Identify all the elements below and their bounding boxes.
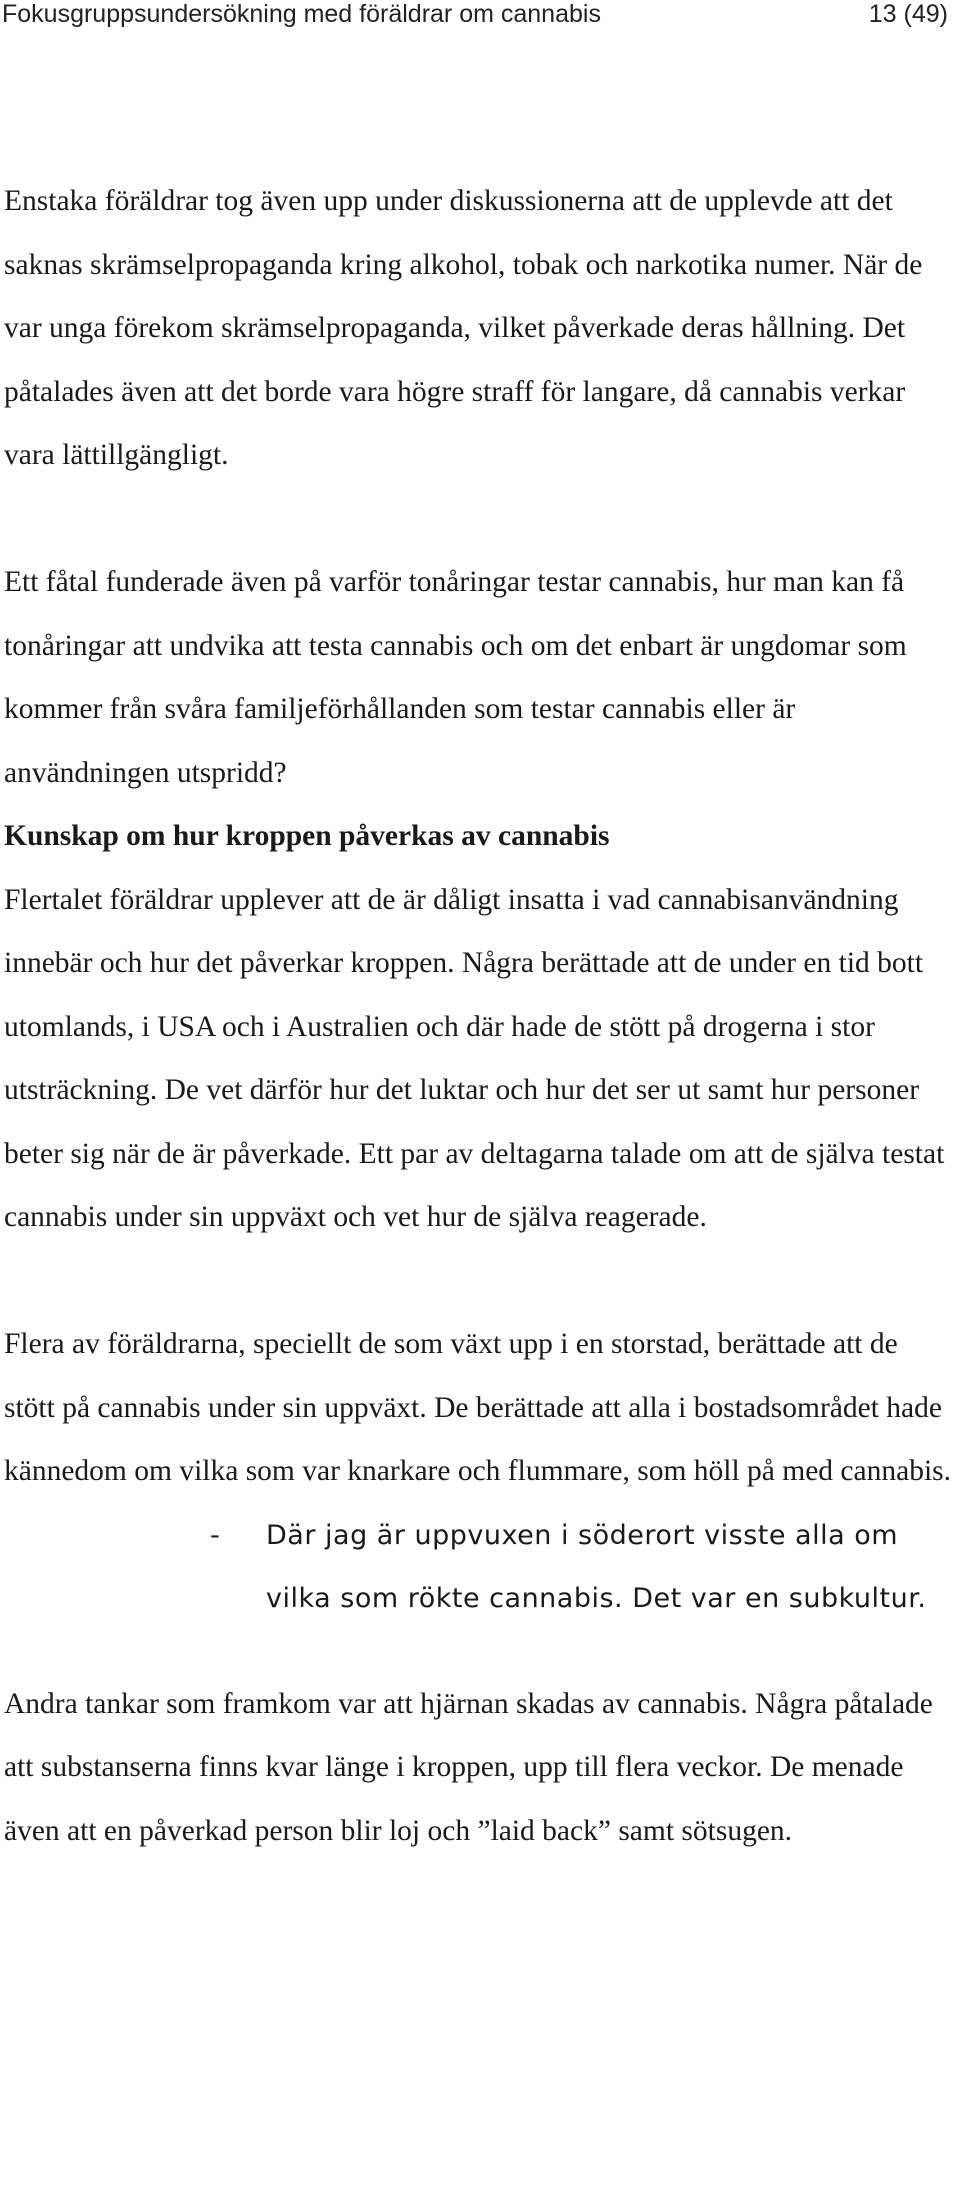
paragraph-why-teens-test: Ett fåtal funderade även på varför tonåringar testar cannabis, hur man kan få tonåringar att undvika att testa cannabis och om det enbart är ungdomar som kommer från svåra familjeförhållanden som testar cannabis eller är användningen utspridd? xyxy=(4,566,907,789)
paragraph-big-city: Flera av föräldrarna, speciellt de som växt upp i en storstad, berättade att de stött på cannabis under sin uppväxt. De berättade att alla i bostadsområdet hade kännedom om vilka som var knarkare och flummare, som höll på med cannabis. xyxy=(4,1328,952,1487)
paragraph-brain-damage: Andra tankar som framkom var att hjärnan skadas av cannabis. Några påtalade att substanserna finns kvar länge i kroppen, upp till flera veckor. De menade även att en påverkad person blir loj och ”laid back” samt sötsugen. xyxy=(4,1687,933,1847)
header-title: Fokusgruppsundersökning med föräldrar om cannabis xyxy=(2,0,601,28)
page-number: 13 (49) xyxy=(868,0,948,28)
quote-dash: - xyxy=(210,1519,221,1551)
quote-block xyxy=(4,1504,954,1631)
document-body xyxy=(4,170,954,1863)
page-header xyxy=(0,0,960,60)
quote-text: Där jag är uppvuxen i söderort visste alla om vilka som rökte cannabis. Det var en subkultur. xyxy=(266,1519,927,1614)
section-heading: Kunskap om hur kroppen påverkas av cannabis xyxy=(4,820,610,852)
paragraph-knowledge: Flertalet föräldrar upplever att de är dåligt insatta i vad cannabisanvändning innebär och hur det påverkar kroppen. Några berättade att de under en tid bott utomlands, i USA och i Australien och där hade de stött på drogerna i stor utsträckning. De vet därför hur det luktar och hur det ser ut samt hur personer beter sig när de är påverkade. Ett par av deltagarna talade om att de själva testat cannabis under sin uppväxt och vet hur de själva reagerade. xyxy=(4,883,945,1233)
paragraph-scare-propaganda: Enstaka föräldrar tog även upp under diskussionerna att de upplevde att det saknas skrämselpropaganda kring alkohol, tobak och narkotika numer. När de var unga förekom skrämselpropaganda, vilket påverkade deras hållning. Det påtalades även att det borde vara högre straff för langare, då cannabis verkar vara lättillgängligt. xyxy=(4,185,923,471)
